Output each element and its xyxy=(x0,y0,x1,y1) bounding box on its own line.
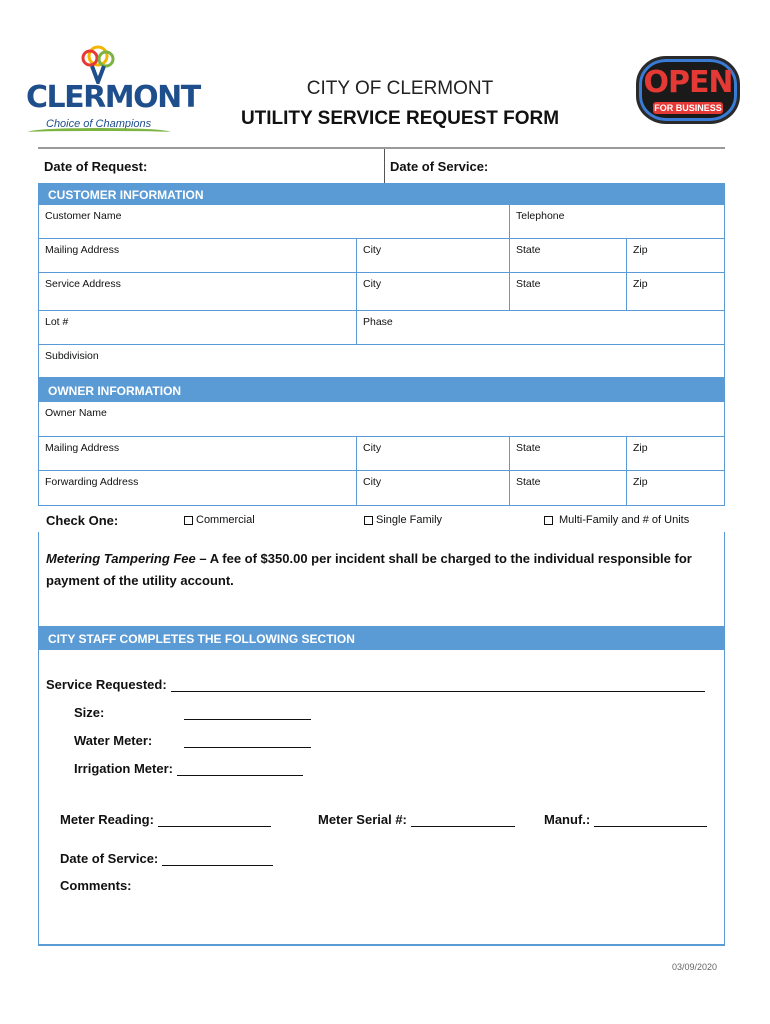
multi-family-checkbox[interactable] xyxy=(544,514,689,526)
owner-forwarding-row xyxy=(38,471,725,506)
service-requested-line xyxy=(171,678,705,692)
owner-name-label: Owner Name xyxy=(45,407,107,419)
subdivision-row xyxy=(38,345,725,378)
staff-date-of-service-line xyxy=(162,852,273,866)
forwarding-address-label: Forwarding Address xyxy=(45,476,139,488)
water-meter-field[interactable] xyxy=(74,733,311,748)
logo-figure-icon xyxy=(26,44,176,84)
multi-family-label: Multi-Family and # of Units xyxy=(559,514,690,526)
state-label: State xyxy=(516,278,541,290)
lot-phase-row xyxy=(38,311,725,345)
comments-field[interactable] xyxy=(60,878,132,893)
customer-name-field[interactable] xyxy=(39,205,509,238)
service-zip-field[interactable] xyxy=(626,273,725,310)
owner-mailing-city-field[interactable] xyxy=(356,437,509,470)
staff-section xyxy=(38,650,725,946)
commercial-checkbox[interactable] xyxy=(184,514,255,526)
telephone-field[interactable] xyxy=(509,205,725,238)
meter-reading-line xyxy=(158,813,271,827)
irrigation-meter-line xyxy=(177,762,303,776)
tampering-fee-notice xyxy=(46,548,726,592)
service-city-field[interactable] xyxy=(356,273,509,310)
customer-service-row xyxy=(38,273,725,311)
forwarding-city-field[interactable] xyxy=(356,471,509,505)
size-field[interactable] xyxy=(74,705,311,720)
owner-mailing-row xyxy=(38,437,725,471)
owner-mailing-zip-field[interactable] xyxy=(626,437,725,470)
manuf-line xyxy=(594,813,707,827)
checkbox-icon xyxy=(364,516,373,525)
single-family-label: Single Family xyxy=(376,514,443,526)
meter-serial-line xyxy=(411,813,515,827)
owner-mailing-state-field[interactable] xyxy=(509,437,626,470)
staff-section-header: CITY STAFF COMPLETES THE FOLLOWING SECTION xyxy=(38,626,725,650)
meter-serial-field[interactable] xyxy=(318,812,515,827)
water-meter-label: Water Meter: xyxy=(74,733,153,748)
customer-name-label: Customer Name xyxy=(45,210,122,222)
service-address-label: Service Address xyxy=(45,278,121,290)
lot-label: Lot # xyxy=(45,316,69,328)
mailing-address-label: Mailing Address xyxy=(45,442,120,454)
subdivision-label: Subdivision xyxy=(45,350,99,362)
size-label: Size: xyxy=(74,705,105,720)
commercial-label: Commercial xyxy=(196,514,255,526)
lot-field[interactable] xyxy=(39,311,356,344)
customer-mailing-zip-field[interactable] xyxy=(626,239,725,272)
customer-info-header: CUSTOMER INFORMATION xyxy=(38,183,725,205)
state-label: State xyxy=(516,244,541,256)
state-label: State xyxy=(516,476,541,488)
forwarding-state-field[interactable] xyxy=(509,471,626,505)
city-label: City xyxy=(363,442,382,454)
manuf-field[interactable] xyxy=(544,812,707,827)
date-row-divider xyxy=(384,149,385,183)
date-of-service-field[interactable]: Date of Service: xyxy=(390,159,489,174)
customer-mailing-state-field[interactable] xyxy=(509,239,626,272)
owner-name-field[interactable] xyxy=(39,402,725,436)
meter-reading-field[interactable] xyxy=(60,812,271,827)
logo-swoosh xyxy=(28,128,170,136)
customer-mailing-row xyxy=(38,239,725,273)
city-title: CITY OF CLERMONT xyxy=(306,78,494,99)
meter-reading-label: Meter Reading: xyxy=(60,812,154,827)
service-requested-label: Service Requested: xyxy=(46,677,167,692)
size-line xyxy=(184,706,311,720)
logo-tagline: Choice of Champions xyxy=(46,118,152,130)
irrigation-meter-field[interactable] xyxy=(74,761,303,776)
revision-date: 03/09/2020 xyxy=(672,962,718,972)
forwarding-address-field[interactable] xyxy=(39,471,356,505)
single-family-checkbox[interactable] xyxy=(364,514,442,526)
city-label: City xyxy=(363,278,382,290)
service-address-field[interactable] xyxy=(39,273,356,310)
meter-serial-label: Meter Serial #: xyxy=(318,812,407,827)
customer-mailing-city-field[interactable] xyxy=(356,239,509,272)
state-label: State xyxy=(516,442,541,454)
service-requested-field[interactable] xyxy=(46,677,705,692)
check-one-label: Check One: xyxy=(46,513,119,528)
owner-mailing-address-field[interactable] xyxy=(39,437,356,470)
zip-label: Zip xyxy=(633,476,648,488)
zip-label: Zip xyxy=(633,442,648,454)
forwarding-zip-field[interactable] xyxy=(626,471,725,505)
form-title: UTILITY SERVICE REQUEST FORM xyxy=(240,108,560,129)
open-sign-sub: FOR BUSINESS xyxy=(654,103,722,113)
zip-label: Zip xyxy=(633,278,648,290)
date-of-request-field[interactable]: Date of Request: xyxy=(44,159,148,174)
manuf-label: Manuf.: xyxy=(544,812,591,827)
owner-name-row xyxy=(38,402,725,437)
phase-label: Phase xyxy=(363,316,393,328)
date-row xyxy=(38,149,725,183)
checkbox-icon xyxy=(184,516,193,525)
check-one-row xyxy=(38,506,725,532)
water-meter-line xyxy=(184,734,311,748)
customer-name-row xyxy=(38,205,725,239)
staff-date-of-service-field[interactable] xyxy=(60,851,273,866)
mailing-address-label: Mailing Address xyxy=(45,244,120,256)
fee-title: Metering Tampering Fee xyxy=(46,551,196,566)
subdivision-field[interactable] xyxy=(39,345,725,377)
city-label: City xyxy=(363,476,382,488)
checkbox-icon xyxy=(544,516,553,525)
service-state-field[interactable] xyxy=(509,273,626,310)
staff-date-of-service-label: Date of Service: xyxy=(60,851,159,866)
owner-info-header: OWNER INFORMATION xyxy=(38,378,725,402)
zip-label: Zip xyxy=(633,244,648,256)
telephone-label: Telephone xyxy=(516,210,565,222)
open-for-business-sign xyxy=(636,56,740,124)
open-sign-word: OPEN xyxy=(643,65,733,100)
clermont-logo xyxy=(26,44,200,136)
logo-wordmark: CLERMONT xyxy=(26,80,200,115)
irrigation-meter-label: Irrigation Meter: xyxy=(74,761,173,776)
fee-text: – A fee of $350.00 per incident shall be charged to the individual responsible for payment of the utility account. xyxy=(46,551,692,588)
phase-field[interactable] xyxy=(356,311,725,344)
city-label: City xyxy=(363,244,382,256)
customer-mailing-address-field[interactable] xyxy=(39,239,356,272)
comments-label: Comments: xyxy=(60,878,132,893)
